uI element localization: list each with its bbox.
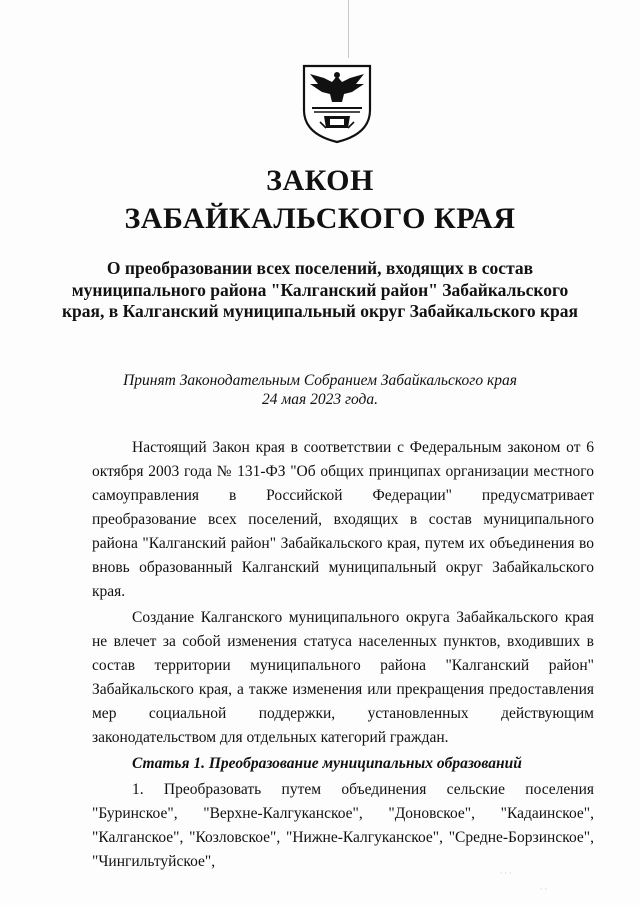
law-region-title: ЗАБАЙКАЛЬСКОГО КРАЯ [124, 202, 516, 235]
preamble-paragraph-2: Создание Калганского муниципального округа Забайкальского края не влечет за собой изменения статуса населенных пунктов, входивших в состав территории муниципального района "Калганский район" Забайкальского края, а также изменения или прекращения предоставления мер социальной поддержки, установленных действующим законодательством для отдельных категорий граждан. [92, 609, 594, 746]
coat-of-arms-icon [298, 62, 376, 144]
faint-scan-mark: · · · [500, 868, 512, 878]
law-subtitle: О преобразовании всех поселений, входящих в состав муниципального района "Калганский район" Забайкальского края, в Калганский муниципальный округ Забайкальского края [61, 258, 579, 321]
law-title: ЗАКОН [266, 164, 374, 197]
law-body [92, 436, 594, 874]
faint-scan-mark: · · [540, 884, 547, 894]
adoption-date: 24 мая 2023 года. [261, 391, 379, 408]
article-1-paragraph-1: 1. Преобразовать путем объединения сельские поселения "Буринское", "Верхне-Калгуканское", "Доновское", "Кадаинское", "Калганское", "Козловское", "Нижне-Калгуканское", "Средне-Борзинское", "Чингильтуйское", [92, 781, 594, 870]
preamble-paragraph-1: Настоящий Закон края в соответствии с Федеральным законом от 6 октября 2003 года № 131-ФЗ "Об общих принципах организации местного самоуправления в Российской Федерации" предусматривает преобразование всех поселений, входящих в состав муниципального района "Калганский район" Забайкальского края, путем их объединения во вновь образованный Калганский муниципальный округ Забайкальского края. [92, 439, 594, 600]
adoption-body: Принят Законодательным Собранием Забайкальского края [123, 372, 517, 389]
article-1-heading: Статья 1. Преобразование муниципальных образований [132, 755, 522, 772]
adoption-info [90, 371, 550, 409]
scan-fold-line [348, 0, 349, 58]
